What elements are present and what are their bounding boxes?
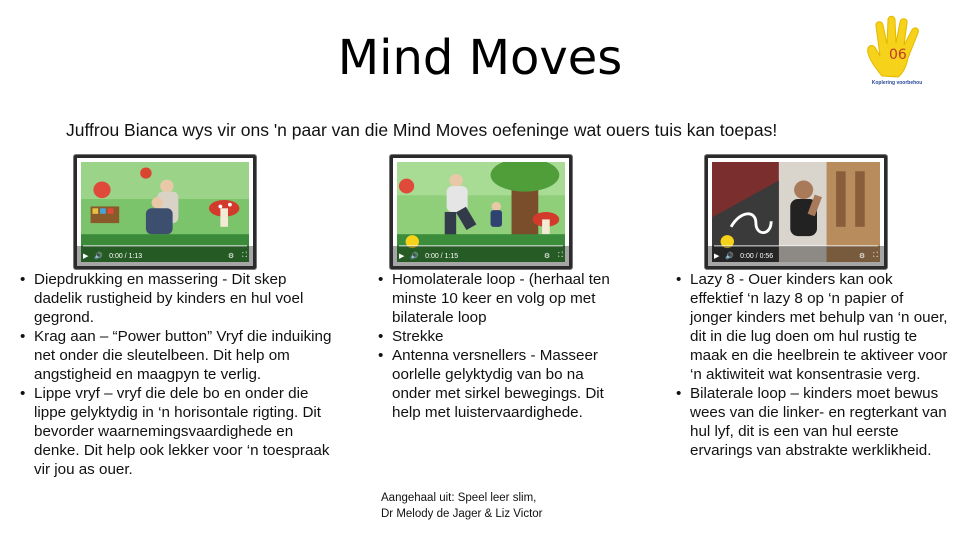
logo-tagline: Koplering voorbehou bbox=[871, 80, 923, 86]
citation-line: Aangehaal uit: Speel leer slim, bbox=[381, 492, 537, 504]
subtitle: Juffrou Bianca wys vir ons 'n paar van die Mind Moves oefeninge wat ouers tuis kan toepas! bbox=[66, 120, 778, 140]
column-2 bbox=[378, 270, 618, 422]
video-time: 0:00 / 0:56 bbox=[740, 252, 774, 260]
video-player-2[interactable] bbox=[390, 155, 572, 269]
fullscreen-icon[interactable]: ⛶ bbox=[242, 252, 247, 259]
video-controls bbox=[708, 246, 884, 266]
column-3 bbox=[676, 270, 948, 460]
video-player-1[interactable] bbox=[74, 155, 256, 269]
settings-icon[interactable]: ⚙ bbox=[227, 253, 235, 260]
list-item: • Krag aan – “Power button” Vryf die induiking net onder die sleutelbeen. Dit help om angstigheid en maagpyn te verlig. bbox=[20, 327, 338, 384]
list-item: • Homolaterale loop - (herhaal ten minste 10 keer en volg op met bilaterale loop bbox=[378, 270, 618, 327]
video-time: 0:00 / 1:13 bbox=[109, 252, 143, 260]
citation bbox=[381, 490, 543, 522]
logo-number: 06 bbox=[889, 47, 907, 63]
citation-line: Dr Melody de Jager & Liz Victor bbox=[381, 508, 543, 520]
play-icon[interactable]: ▶ bbox=[83, 253, 89, 260]
play-icon[interactable]: ▶ bbox=[399, 253, 405, 260]
logo bbox=[862, 14, 932, 90]
list-item: • Lazy 8 - Ouer kinders kan ook effektief ‘n lazy 8 op ‘n papier of jonger kinders met behulp van ‘n ouer, dit in die lug doen om hul rustig te maak en die heelbrein te aktiveer voor ‘n aktiwiteit wat konsentrasie verg. bbox=[676, 270, 948, 384]
play-icon[interactable]: ▶ bbox=[714, 253, 720, 260]
fullscreen-icon[interactable]: ⛶ bbox=[558, 252, 563, 259]
list-item: • Strekke bbox=[378, 327, 618, 346]
video-controls bbox=[77, 246, 253, 266]
page-title: Mind Moves bbox=[337, 30, 623, 86]
column-1 bbox=[20, 270, 338, 479]
list-item: • Bilaterale loop – kinders moet bewus wees van die linker- en regterkant van hul lyf, dit is een van hul eerste ervarings van abstrakte werklikheid. bbox=[676, 384, 948, 460]
bullet-list bbox=[20, 270, 338, 479]
bullet-list bbox=[676, 270, 948, 460]
volume-icon[interactable]: 🔊 bbox=[94, 253, 104, 260]
volume-icon[interactable]: 🔊 bbox=[725, 253, 735, 260]
fullscreen-icon[interactable]: ⛶ bbox=[873, 252, 878, 259]
video-player-3[interactable] bbox=[705, 155, 887, 269]
settings-icon[interactable]: ⚙ bbox=[858, 253, 866, 260]
list-item: • Lippe vryf – vryf die dele bo en onder die lippe gelyktydig in ‘n horisontale rigting. Dit bevorder waarnemingsvaardighede en denke. Dit help ook lekker voor ‘n toespraak vir jou as ouer. bbox=[20, 384, 338, 479]
list-item: • Antenna versnellers - Masseer oorlelle gelyktydig van bo na onder met sirkel bewegings. Dit help met luistervaardighede. bbox=[378, 346, 618, 422]
list-item: • Diepdrukking en massering - Dit skep dadelik rustigheid by kinders en hul voel gegrond. bbox=[20, 270, 338, 327]
video-controls bbox=[393, 246, 569, 266]
video-time: 0:00 / 1:15 bbox=[425, 252, 459, 260]
bullet-list bbox=[378, 270, 618, 422]
volume-icon[interactable]: 🔊 bbox=[410, 253, 420, 260]
settings-icon[interactable]: ⚙ bbox=[543, 253, 551, 260]
